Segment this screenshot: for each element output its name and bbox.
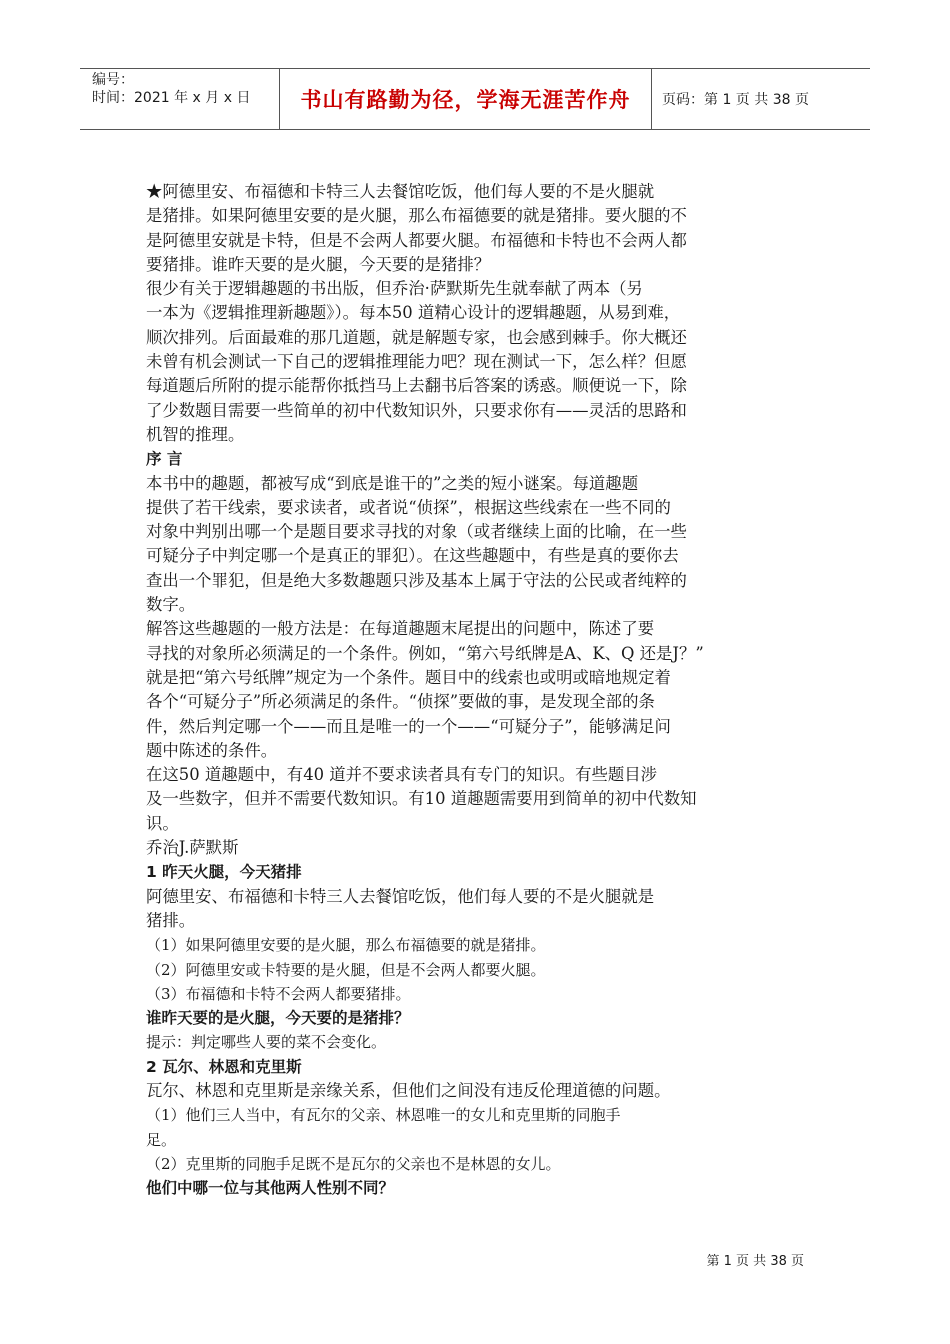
header-motto: 书山有路勤为径，学海无涯苦作舟 <box>280 69 652 129</box>
clue-item: （2）阿德里安或卡特要的是火腿，但是不会两人都要火腿。 <box>146 960 546 979</box>
puzzle-title: 2 瓦尔、林恩和克里斯 <box>146 1057 302 1076</box>
text-line: 瓦尔、林恩和克里斯是亲缘关系，但他们之间没有违反伦理道德的问题。 <box>146 1080 671 1100</box>
text-line: 每道题后所附的提示能帮你抵挡马上去翻书后答案的诱惑。顺便说一下，除 <box>146 376 687 396</box>
text-line: 在这50 道趣题中，有40 道并不要求读者具有专门的知识。有些题目涉 <box>146 765 658 785</box>
header-number-label: 编号： <box>92 72 134 88</box>
text-line: 猪排。 <box>146 910 196 930</box>
author-signature: 乔治J.萨默斯 <box>146 838 239 858</box>
page-footer: 第 1 页 共 38 页 <box>706 1254 804 1269</box>
text-line: 及一些数字，但并不需要代数知识。有10 道趣题需要用到简单的初中代数知 <box>146 789 697 809</box>
clue-item: （1）如果阿德里安要的是火腿，那么布福德要的就是猪排。 <box>146 936 546 955</box>
text-line: 识。 <box>146 813 179 833</box>
header-page-info: 页码：第 1 页 共 38 页 <box>662 92 809 108</box>
text-line: 本书中的趣题，都被写成“到底是谁干的”之类的短小谜案。每道趣题 <box>146 473 639 493</box>
text-line: 对象中判别出哪一个是题目要求寻找的对象（或者继续上面的比喻，在一些 <box>146 522 687 542</box>
text-line: 顺次排列。后面最难的那几道题，就是解题专家，也会感到棘手。你大概还 <box>146 327 687 347</box>
text-line: 一本为《逻辑推理新趣题》）。每本50 道精心设计的逻辑趣题，从易到难， <box>146 303 681 323</box>
clue-item: 足。 <box>146 1130 177 1149</box>
page-header <box>80 68 870 130</box>
text-line: 阿德里安、布福德和卡特三人去餐馆吃饭，他们每人要的不是火腿就是 <box>146 886 655 906</box>
text-line: 要猪排。谁昨天要的是火腿，今天要的是猪排？ <box>146 254 491 274</box>
header-time-label: 时间：2021 年 x 月 x 日 <box>92 90 251 106</box>
text-line: 寻找的对象所必须满足的一个条件。例如，“第六号纸牌是A、K、Q 还是J？” <box>146 643 704 663</box>
text-line: 机智的推理。 <box>146 424 245 444</box>
text-line: 各个“可疑分子”所必须满足的条件。“侦探”要做的事，是发现全部的条 <box>146 692 655 712</box>
clue-item: （1）他们三人当中，有瓦尔的父亲、林恩唯一的女儿和克里斯的同胞手 <box>146 1106 621 1125</box>
text-line: 解答这些趣题的一般方法是：在每道趣题末尾提出的问题中，陈述了要 <box>146 619 655 639</box>
document-body <box>146 180 786 1200</box>
text-line: 是阿德里安就是卡特，但是不会两人都要火腿。布福德和卡特也不会两人都 <box>146 230 687 250</box>
text-line: 就是把“第六号纸牌”规定为一个条件。题目中的线索也或明或暗地规定着 <box>146 667 671 687</box>
puzzle-question: 谁昨天要的是火腿，今天要的是猪排？ <box>146 1009 410 1028</box>
text-line: 题中陈述的条件。 <box>146 740 278 760</box>
puzzle-title: 1 昨天火腿，今天猪排 <box>146 863 302 882</box>
text-line: 了少数题目需要一些简单的初中代数知识外，只要求你有——灵活的思路和 <box>146 400 687 420</box>
hint-text: 提示：判定哪些人要的菜不会变化。 <box>146 1033 387 1052</box>
text-line: 查出一个罪犯，但是绝大多数趣题只涉及基本上属于守法的公民或者纯粹的 <box>146 570 687 590</box>
text-line: 很少有关于逻辑趣题的书出版，但乔治·萨默斯先生就奉献了两本（另 <box>146 279 643 299</box>
text-line: 提供了若干线索，要求读者，或者说“侦探”，根据这些线索在一些不同的 <box>146 497 671 517</box>
clue-item: （2）克里斯的同胞手足既不是瓦尔的父亲也不是林恩的女儿。 <box>146 1154 561 1173</box>
text-line: 未曾有机会测试一下自己的逻辑推理能力吧？现在测试一下，怎么样？但愿 <box>146 352 687 372</box>
text-line: 是猪排。如果阿德里安要的是火腿，那么布福德要的就是猪排。要火腿的不 <box>146 206 687 226</box>
puzzle-question: 他们中哪一位与其他两人性别不同？ <box>146 1179 395 1198</box>
text-line: ★阿德里安、布福德和卡特三人去餐馆吃饭，他们每人要的不是火腿就 <box>146 182 655 201</box>
section-heading: 序 言 <box>146 450 183 469</box>
text-line: 数字。 <box>146 595 196 615</box>
text-line: 件，然后判定哪一个——而且是唯一的一个——“可疑分子”，能够满足问 <box>146 716 671 736</box>
text-line: 可疑分子中判定哪一个是真正的罪犯）。在这些趣题中，有些是真的要你去 <box>146 546 679 566</box>
clue-item: （3）布福德和卡特不会两人都要猪排。 <box>146 984 411 1003</box>
header-meta <box>80 69 280 129</box>
